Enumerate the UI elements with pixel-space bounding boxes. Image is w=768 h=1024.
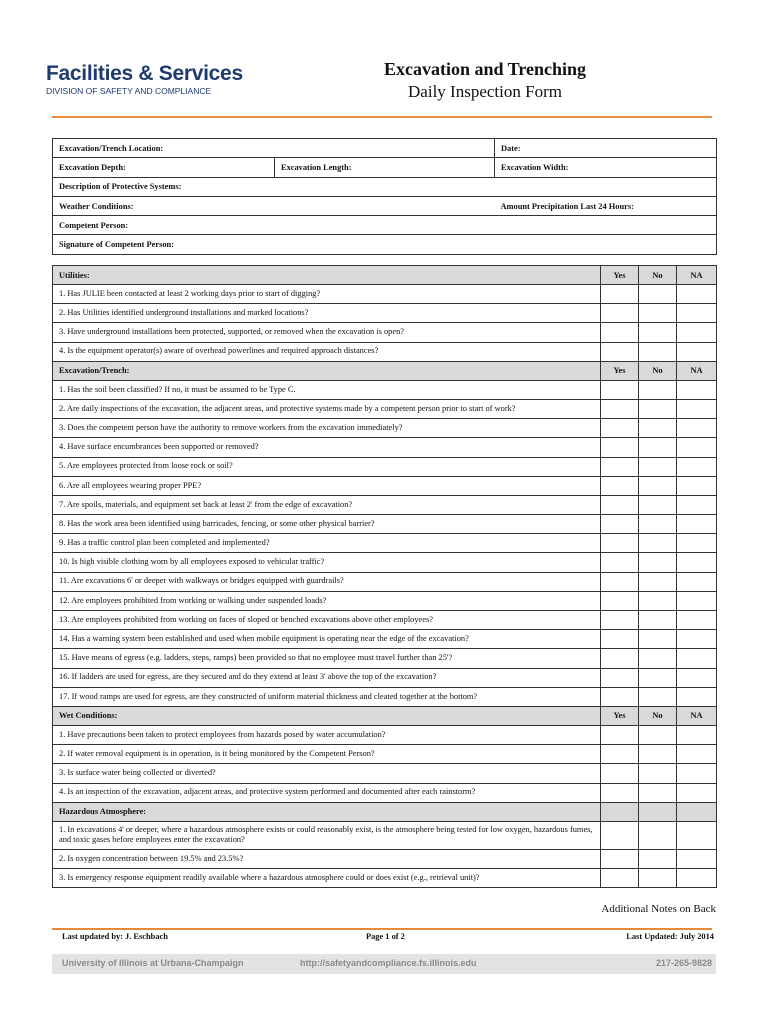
answer-cell-yes[interactable]	[601, 476, 639, 495]
answer-cell-no[interactable]	[639, 745, 677, 764]
column-header-no: No	[639, 361, 677, 380]
answer-cell-yes[interactable]	[601, 457, 639, 476]
checklist-row	[53, 783, 717, 802]
question-text: 2. If water removal equipment is in operation, is it being monitored by the Competent Person?	[53, 745, 601, 764]
answer-cell-na[interactable]	[677, 649, 717, 668]
checklist-row	[53, 764, 717, 783]
column-header-na: NA	[677, 361, 717, 380]
column-header-no: No	[639, 266, 677, 285]
width-field[interactable]: Excavation Width:	[495, 158, 717, 177]
answer-cell-na[interactable]	[677, 725, 717, 744]
question-text: 2. Is oxygen concentration between 19.5% and 23.5%?	[53, 849, 601, 868]
answer-cell-yes[interactable]	[601, 553, 639, 572]
question-text: 9. Has a traffic control plan been completed and implemented?	[53, 534, 601, 553]
answer-cell-no[interactable]	[639, 821, 677, 849]
answer-cell-na[interactable]	[677, 572, 717, 591]
answer-cell-na[interactable]	[677, 457, 717, 476]
checklist-row	[53, 572, 717, 591]
checklist-row	[53, 495, 717, 514]
depth-field[interactable]: Excavation Depth:	[53, 158, 275, 177]
org-division: DIVISION OF SAFETY AND COMPLIANCE	[46, 86, 212, 96]
answer-cell-na[interactable]	[677, 764, 717, 783]
checklist-row	[53, 457, 717, 476]
question-text: 13. Are employees prohibited from working on faces of sloped or benched excavations above other employees?	[53, 611, 601, 630]
checklist-row	[53, 649, 717, 668]
section-header-wet	[53, 706, 717, 725]
question-text: 10. Is high visible clothing worn by all employees exposed to vehicular traffic?	[53, 553, 601, 572]
answer-cell-no[interactable]	[639, 457, 677, 476]
section-title: Excavation/Trench:	[53, 361, 601, 380]
answer-cell-no[interactable]	[639, 572, 677, 591]
answer-cell-no[interactable]	[639, 668, 677, 687]
answer-cell-no[interactable]	[639, 764, 677, 783]
answer-cell-yes[interactable]	[601, 687, 639, 706]
answer-cell-yes[interactable]	[601, 783, 639, 802]
answer-cell-yes[interactable]	[601, 515, 639, 534]
checklist-row	[53, 419, 717, 438]
answer-cell-yes[interactable]	[601, 764, 639, 783]
answer-cell-yes[interactable]	[601, 745, 639, 764]
question-text: 8. Has the work area been identified using barricades, fencing, or some other physical barrier?	[53, 515, 601, 534]
checklist-row	[53, 438, 717, 457]
checklist-row	[53, 342, 717, 361]
answer-cell-no[interactable]	[639, 399, 677, 418]
question-text: 4. Is an inspection of the excavation, adjacent areas, and protective system performed and documented after each rainstorm?	[53, 783, 601, 802]
question-text: 3. Is emergency response equipment readily available where a hazardous atmosphere could or does exist (e.g., retrieval unit)?	[53, 868, 601, 887]
answer-cell-no[interactable]	[639, 419, 677, 438]
answer-cell-yes[interactable]	[601, 495, 639, 514]
answer-cell-yes[interactable]	[601, 821, 639, 849]
checklist-row	[53, 399, 717, 418]
length-field[interactable]: Excavation Length:	[275, 158, 495, 177]
question-text: 3. Does the competent person have the authority to remove workers from the excavation immediately?	[53, 419, 601, 438]
section-header-excavation	[53, 361, 717, 380]
header-divider	[52, 116, 712, 118]
university-name: University of Illinois at Urbana-Champaign	[62, 958, 244, 968]
answer-cell-na[interactable]	[677, 304, 717, 323]
checklist-row	[53, 515, 717, 534]
answer-cell-yes[interactable]	[601, 380, 639, 399]
answer-cell-no[interactable]	[639, 476, 677, 495]
form-title-block	[340, 58, 630, 104]
checklist-row	[53, 553, 717, 572]
answer-cell-na[interactable]	[677, 821, 717, 849]
question-text: 1. Have precautions been taken to protect employees from hazards posed by water accumulation?	[53, 725, 601, 744]
checklist-row	[53, 630, 717, 649]
question-text: 6. Are all employees wearing proper PPE?	[53, 476, 601, 495]
answer-cell-yes[interactable]	[601, 849, 639, 868]
answer-cell-no[interactable]	[639, 323, 677, 342]
answer-cell-yes[interactable]	[601, 572, 639, 591]
answer-cell-na[interactable]	[677, 438, 717, 457]
info-table	[52, 138, 717, 255]
location-field[interactable]: Excavation/Trench Location:	[53, 139, 495, 158]
section-header-utilities	[53, 266, 717, 285]
question-text: 11. Are excavations 6' or deeper with walkways or bridges equipped with guardrails?	[53, 572, 601, 591]
checklist-row	[53, 687, 717, 706]
checklist-row	[53, 304, 717, 323]
answer-cell-na[interactable]	[677, 419, 717, 438]
column-header-na	[677, 802, 717, 821]
checklist-row	[53, 849, 717, 868]
checklist-row	[53, 745, 717, 764]
answer-cell-yes[interactable]	[601, 399, 639, 418]
column-header-no	[639, 802, 677, 821]
answer-cell-na[interactable]	[677, 553, 717, 572]
answer-cell-no[interactable]	[639, 630, 677, 649]
answer-cell-na[interactable]	[677, 534, 717, 553]
checklist-row	[53, 591, 717, 610]
org-name: Facilities & Services	[46, 62, 243, 85]
answer-cell-yes[interactable]	[601, 342, 639, 361]
footer-divider	[52, 928, 712, 930]
answer-cell-no[interactable]	[639, 868, 677, 887]
answer-cell-no[interactable]	[639, 611, 677, 630]
form-subtitle: Daily Inspection Form	[408, 82, 562, 101]
answer-cell-no[interactable]	[639, 725, 677, 744]
answer-cell-no[interactable]	[639, 849, 677, 868]
answer-cell-yes[interactable]	[601, 534, 639, 553]
answer-cell-yes[interactable]	[601, 285, 639, 304]
answer-cell-na[interactable]	[677, 495, 717, 514]
form-title: Excavation and Trenching	[383, 59, 587, 79]
answer-cell-no[interactable]	[639, 553, 677, 572]
answer-cell-no[interactable]	[639, 304, 677, 323]
logo	[46, 62, 256, 96]
answer-cell-na[interactable]	[677, 611, 717, 630]
question-text: 5. Are employees protected from loose rock or soil?	[53, 457, 601, 476]
question-text: 15. Have means of egress (e.g. ladders, steps, ramps) been provided so that no employee must travel further than 25'?	[53, 649, 601, 668]
question-text: 2. Are daily inspections of the excavation, the adjacent areas, and protective systems made by a competent person prior to start of work?	[53, 399, 601, 418]
answer-cell-yes[interactable]	[601, 611, 639, 630]
answer-cell-yes[interactable]	[601, 591, 639, 610]
answer-cell-yes[interactable]	[601, 630, 639, 649]
answer-cell-yes[interactable]	[601, 419, 639, 438]
checklist-row	[53, 868, 717, 887]
column-header-no: No	[639, 706, 677, 725]
answer-cell-yes[interactable]	[601, 868, 639, 887]
last-updated: Last Updated: July 2014	[626, 932, 714, 941]
column-header-yes: Yes	[601, 361, 639, 380]
question-text: 4. Have surface encumbrances been supported or removed?	[53, 438, 601, 457]
answer-cell-no[interactable]	[639, 515, 677, 534]
question-text: 2. Has Utilities identified underground installations and marked locations?	[53, 304, 601, 323]
section-title: Utilities:	[53, 266, 601, 285]
inspection-checklist	[52, 265, 717, 888]
protective-systems-field[interactable]: Description of Protective Systems:	[53, 177, 717, 196]
answer-cell-no[interactable]	[639, 342, 677, 361]
checklist-row	[53, 821, 717, 849]
answer-cell-no[interactable]	[639, 495, 677, 514]
answer-cell-na[interactable]	[677, 849, 717, 868]
answer-cell-na[interactable]	[677, 783, 717, 802]
answer-cell-na[interactable]	[677, 668, 717, 687]
checklist-row	[53, 380, 717, 399]
answer-cell-no[interactable]	[639, 285, 677, 304]
answer-cell-no[interactable]	[639, 534, 677, 553]
section-header-hazardous	[53, 802, 717, 821]
answer-cell-na[interactable]	[677, 323, 717, 342]
question-text: 14. Has a warning system been established and used when mobile equipment is operating near the edge of the excavation?	[53, 630, 601, 649]
answer-cell-no[interactable]	[639, 380, 677, 399]
phone-number: 217-265-9828	[655, 958, 712, 968]
answer-cell-yes[interactable]	[601, 725, 639, 744]
answer-cell-yes[interactable]	[601, 668, 639, 687]
column-header-yes: Yes	[601, 266, 639, 285]
answer-cell-na[interactable]	[677, 380, 717, 399]
answer-cell-na[interactable]	[677, 630, 717, 649]
page-number: Page 1 of 2	[366, 932, 405, 941]
section-title: Wet Conditions:	[53, 706, 601, 725]
answer-cell-na[interactable]	[677, 285, 717, 304]
question-text: 1. Has the soil been classified? If no, it must be assumed to be Type C.	[53, 380, 601, 399]
question-text: 3. Is surface water being collected or diverted?	[53, 764, 601, 783]
answer-cell-na[interactable]	[677, 745, 717, 764]
checklist-row	[53, 323, 717, 342]
contact-bar	[52, 954, 716, 974]
signature-field[interactable]: Signature of Competent Person:	[53, 235, 717, 254]
answer-cell-yes[interactable]	[601, 323, 639, 342]
checklist-row	[53, 476, 717, 495]
answer-cell-no[interactable]	[639, 591, 677, 610]
answer-cell-na[interactable]	[677, 399, 717, 418]
checklist-row	[53, 611, 717, 630]
section-title: Hazardous Atmosphere:	[53, 802, 601, 821]
date-field[interactable]: Date:	[495, 139, 717, 158]
column-header-na: NA	[677, 706, 717, 725]
question-text: 1. In excavations 4' or deeper, where a hazardous atmosphere exists or could reasonably exist, is the atmosphere being tested for low oxygen, hazardous fumes, and toxic gases before employees enter the excavation?	[53, 821, 601, 849]
answer-cell-na[interactable]	[677, 868, 717, 887]
answer-cell-yes[interactable]	[601, 438, 639, 457]
question-text: 7. Are spoils, materials, and equipment set back at least 2' from the edge of excavation?	[53, 495, 601, 514]
website-link[interactable]: http://safetyandcompliance.fs.illinois.edu	[300, 958, 477, 968]
question-text: 3. Have underground installations been protected, supported, or removed when the excavation is open?	[53, 323, 601, 342]
question-text: 12. Are employees prohibited from working or walking under suspended loads?	[53, 591, 601, 610]
answer-cell-na[interactable]	[677, 476, 717, 495]
additional-notes: Additional Notes on Back	[601, 903, 716, 915]
competent-person-field[interactable]: Competent Person:	[53, 216, 717, 235]
answer-cell-no[interactable]	[639, 438, 677, 457]
question-text: 16. If ladders are used for egress, are they secured and do they extend at least 3' above the top of the excavation?	[53, 668, 601, 687]
column-header-yes: Yes	[601, 706, 639, 725]
question-text: 1. Has JULIE been contacted at least 2 working days prior to start of digging?	[53, 285, 601, 304]
answer-cell-yes[interactable]	[601, 304, 639, 323]
answer-cell-na[interactable]	[677, 515, 717, 534]
checklist-row	[53, 725, 717, 744]
question-text: 4. Is the equipment operator(s) aware of overhead powerlines and required approach distances?	[53, 342, 601, 361]
answer-cell-no[interactable]	[639, 649, 677, 668]
checklist-row	[53, 534, 717, 553]
answer-cell-na[interactable]	[677, 342, 717, 361]
answer-cell-no[interactable]	[639, 783, 677, 802]
answer-cell-na[interactable]	[677, 687, 717, 706]
question-text: 17. If wood ramps are used for egress, are they constructed of uniform material thickness and cleated together at the bottom?	[53, 687, 601, 706]
updated-by: Last updated by: J. Eschbach	[62, 932, 168, 941]
checklist-row	[53, 285, 717, 304]
column-header-na: NA	[677, 266, 717, 285]
precipitation-field[interactable]: Amount Precipitation Last 24 Hours:	[495, 196, 717, 215]
column-header-yes	[601, 802, 639, 821]
weather-field[interactable]: Weather Conditions:	[53, 196, 495, 215]
checklist-row	[53, 668, 717, 687]
answer-cell-no[interactable]	[639, 687, 677, 706]
answer-cell-na[interactable]	[677, 591, 717, 610]
answer-cell-yes[interactable]	[601, 649, 639, 668]
